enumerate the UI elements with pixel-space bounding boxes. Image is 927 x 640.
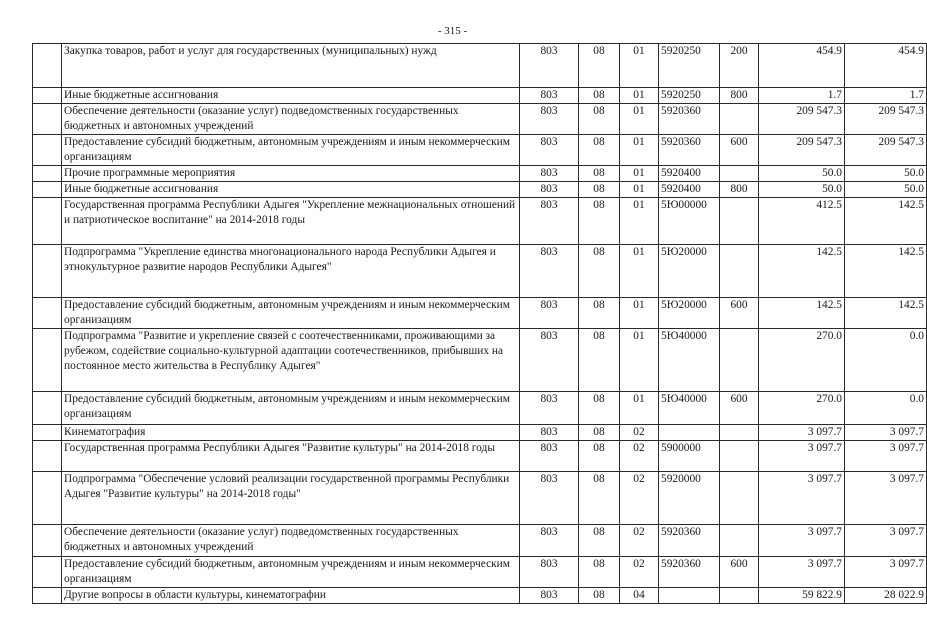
subsection-code: 01 [620,198,659,245]
expense-type-code [720,425,759,441]
expense-type-code [720,441,759,472]
table-row [33,392,927,425]
subsection-code: 01 [620,166,659,182]
subsection-code: 01 [620,104,659,135]
amount-year-2: 3 097.7 [845,472,927,525]
amount-year-2: 3 097.7 [845,525,927,557]
amount-year-1: 209 547.3 [759,104,845,135]
expense-type-code [720,588,759,604]
section-code: 08 [579,198,620,245]
amount-year-2: 0.0 [845,392,927,425]
blank-cell [33,182,62,198]
target-article-code: 5920360 [659,557,720,588]
section-code: 08 [579,588,620,604]
target-article-code: 5920400 [659,166,720,182]
table-row [33,441,927,472]
expense-type-code: 600 [720,298,759,329]
amount-year-2: 28 022.9 [845,588,927,604]
table-row [33,557,927,588]
row-label: Предоставление субсидий бюджетным, автономным учреждениям и иным некоммерческим организациям [62,557,520,588]
expense-type-code [720,166,759,182]
amount-year-1: 3 097.7 [759,425,845,441]
department-code: 803 [520,135,579,166]
expense-type-code [720,104,759,135]
subsection-code: 01 [620,329,659,392]
subsection-code: 01 [620,182,659,198]
row-label: Другие вопросы в области культуры, кинематографии [62,588,520,604]
amount-year-1: 3 097.7 [759,472,845,525]
amount-year-1: 270.0 [759,329,845,392]
table-row [33,44,927,88]
blank-cell [33,298,62,329]
blank-cell [33,198,62,245]
department-code: 803 [520,104,579,135]
section-code: 08 [579,298,620,329]
subsection-code: 01 [620,88,659,104]
table-row [33,198,927,245]
row-label: Подпрограмма "Обеспечение условий реализации государственной программы Республики Адыгея "Развитие культуры" на 2014-2018 годы" [62,472,520,525]
target-article-code [659,588,720,604]
department-code: 803 [520,329,579,392]
row-label: Предоставление субсидий бюджетным, автономным учреждениям и иным некоммерческим организациям [62,392,520,425]
blank-cell [33,166,62,182]
expense-type-code: 600 [720,135,759,166]
department-code: 803 [520,166,579,182]
blank-cell [33,425,62,441]
section-code: 08 [579,44,620,88]
blank-cell [33,441,62,472]
amount-year-1: 3 097.7 [759,441,845,472]
department-code: 803 [520,245,579,298]
table-row [33,88,927,104]
row-label: Обеспечение деятельности (оказание услуг) подведомственных государственных бюджетных и автономных учреждений [62,104,520,135]
department-code: 803 [520,557,579,588]
budget-table-body [33,44,927,604]
blank-cell [33,525,62,557]
blank-cell [33,557,62,588]
amount-year-2: 142.5 [845,245,927,298]
amount-year-2: 142.5 [845,198,927,245]
subsection-code: 01 [620,245,659,298]
subsection-code: 01 [620,392,659,425]
section-code: 08 [579,329,620,392]
expense-type-code [720,245,759,298]
table-row [33,135,927,166]
row-label: Кинематография [62,425,520,441]
amount-year-2: 0.0 [845,329,927,392]
table-row [33,329,927,392]
section-code: 08 [579,182,620,198]
target-article-code: 5920000 [659,472,720,525]
subsection-code: 02 [620,525,659,557]
amount-year-2: 454.9 [845,44,927,88]
blank-cell [33,392,62,425]
department-code: 803 [520,182,579,198]
amount-year-1: 209 547.3 [759,135,845,166]
subsection-code: 01 [620,44,659,88]
amount-year-2: 142.5 [845,298,927,329]
target-article-code: 5920250 [659,44,720,88]
blank-cell [33,245,62,298]
row-label: Государственная программа Республики Адыгея "Укрепление межнациональных отношений и патриотическое воспитание" на 2014-2018 годы [62,198,520,245]
subsection-code: 04 [620,588,659,604]
department-code: 803 [520,298,579,329]
amount-year-1: 270.0 [759,392,845,425]
subsection-code: 02 [620,472,659,525]
department-code: 803 [520,525,579,557]
row-label: Государственная программа Республики Адыгея "Развитие культуры" на 2014-2018 годы [62,441,520,472]
row-label: Обеспечение деятельности (оказание услуг) подведомственных государственных бюджетных и автономных учреждений [62,525,520,557]
blank-cell [33,135,62,166]
target-article-code: 5Ю40000 [659,329,720,392]
expense-type-code: 600 [720,392,759,425]
section-code: 08 [579,425,620,441]
subsection-code: 02 [620,425,659,441]
target-article-code: 5920360 [659,525,720,557]
expense-type-code [720,525,759,557]
department-code: 803 [520,44,579,88]
expense-type-code [720,198,759,245]
section-code: 08 [579,135,620,166]
budget-table [32,43,927,604]
target-article-code: 5Ю00000 [659,198,720,245]
section-code: 08 [579,166,620,182]
target-article-code: 5920250 [659,88,720,104]
target-article-code: 5Ю40000 [659,392,720,425]
amount-year-1: 59 822.9 [759,588,845,604]
section-code: 08 [579,88,620,104]
blank-cell [33,44,62,88]
target-article-code: 5920400 [659,182,720,198]
table-row [33,298,927,329]
row-label: Предоставление субсидий бюджетным, автономным учреждениям и иным некоммерческим организациям [62,298,520,329]
amount-year-2: 50.0 [845,182,927,198]
amount-year-2: 3 097.7 [845,425,927,441]
section-code: 08 [579,472,620,525]
amount-year-2: 50.0 [845,166,927,182]
table-row [33,425,927,441]
department-code: 803 [520,392,579,425]
amount-year-1: 3 097.7 [759,525,845,557]
amount-year-1: 142.5 [759,298,845,329]
section-code: 08 [579,441,620,472]
target-article-code [659,425,720,441]
section-code: 08 [579,104,620,135]
target-article-code: 5900000 [659,441,720,472]
expense-type-code: 200 [720,44,759,88]
amount-year-2: 1.7 [845,88,927,104]
amount-year-2: 3 097.7 [845,441,927,472]
subsection-code: 01 [620,298,659,329]
blank-cell [33,329,62,392]
target-article-code: 5Ю20000 [659,298,720,329]
department-code: 803 [520,425,579,441]
amount-year-2: 209 547.3 [845,135,927,166]
expense-type-code [720,329,759,392]
expense-type-code: 600 [720,557,759,588]
department-code: 803 [520,198,579,245]
table-row [33,588,927,604]
table-row [33,182,927,198]
amount-year-1: 50.0 [759,166,845,182]
blank-cell [33,104,62,135]
department-code: 803 [520,441,579,472]
amount-year-1: 454.9 [759,44,845,88]
department-code: 803 [520,472,579,525]
subsection-code: 02 [620,441,659,472]
target-article-code: 5Ю20000 [659,245,720,298]
table-row [33,472,927,525]
table-row [33,166,927,182]
expense-type-code [720,472,759,525]
row-label: Иные бюджетные ассигнования [62,88,520,104]
amount-year-1: 3 097.7 [759,557,845,588]
row-label: Подпрограмма "Укрепление единства многонационального народа Республики Адыгея и этнокультурное развитие народов Республики Адыгея" [62,245,520,298]
amount-year-1: 1.7 [759,88,845,104]
target-article-code: 5920360 [659,135,720,166]
section-code: 08 [579,392,620,425]
row-label: Иные бюджетные ассигнования [62,182,520,198]
blank-cell [33,472,62,525]
row-label: Подпрограмма "Развитие и укрепление связей с соотечественниками, проживающими за рубежом, содействие социально-культурной адаптации соотечественников, прибывших на постоянное место жительства в Республику Адыгея" [62,329,520,392]
table-row [33,245,927,298]
expense-type-code: 800 [720,182,759,198]
blank-cell [33,88,62,104]
amount-year-1: 142.5 [759,245,845,298]
section-code: 08 [579,557,620,588]
amount-year-1: 50.0 [759,182,845,198]
amount-year-2: 3 097.7 [845,557,927,588]
expense-type-code: 800 [720,88,759,104]
table-row [33,104,927,135]
row-label: Закупка товаров, работ и услуг для государственных (муниципальных) нужд [62,44,520,88]
row-label: Предоставление субсидий бюджетным, автономным учреждениям и иным некоммерческим организациям [62,135,520,166]
department-code: 803 [520,88,579,104]
blank-cell [33,588,62,604]
table-row [33,525,927,557]
target-article-code: 5920360 [659,104,720,135]
section-code: 08 [579,525,620,557]
page-number: - 315 - [437,25,468,37]
amount-year-1: 412.5 [759,198,845,245]
section-code: 08 [579,245,620,298]
amount-year-2: 209 547.3 [845,104,927,135]
row-label: Прочие программные мероприятия [62,166,520,182]
subsection-code: 01 [620,135,659,166]
subsection-code: 02 [620,557,659,588]
department-code: 803 [520,588,579,604]
